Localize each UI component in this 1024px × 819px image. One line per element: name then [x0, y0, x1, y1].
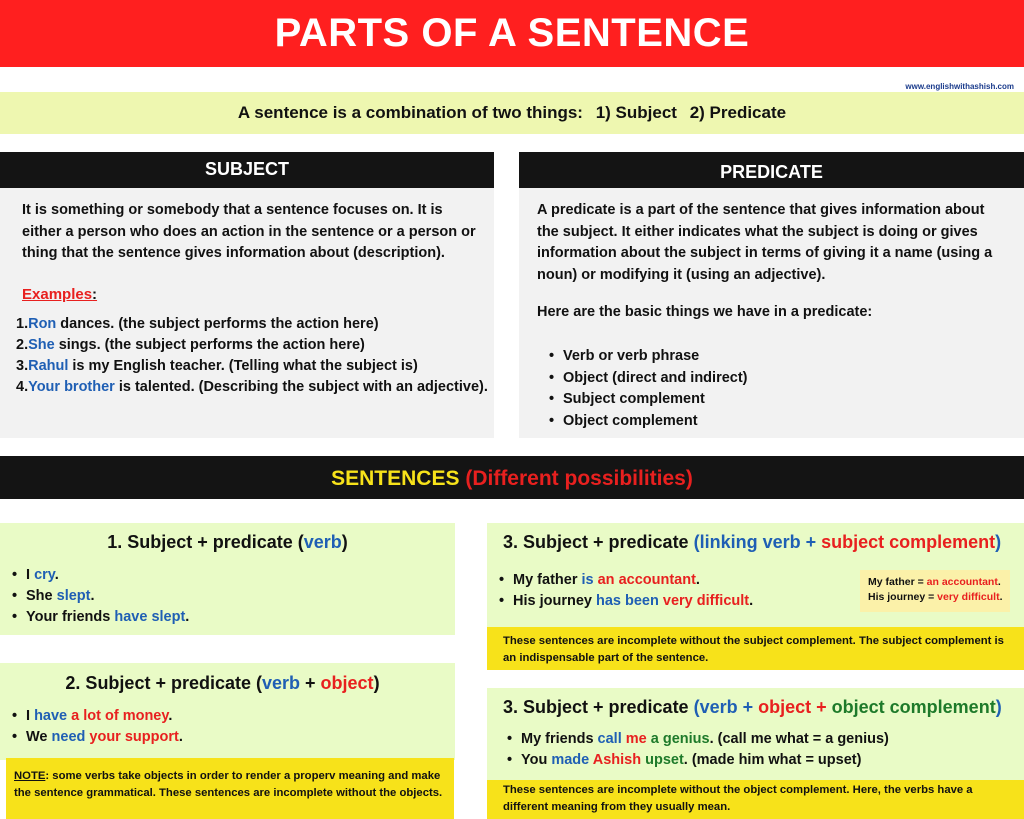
item-verb: slept: [56, 588, 91, 604]
bullet-icon: •: [12, 729, 18, 745]
item-verb: need: [51, 729, 86, 745]
note-text: : some verbs take objects in order to render a properv meaning and make the sentence grammatical. These sentences are incomplete without the objects.: [14, 770, 443, 799]
item-punct: .: [185, 609, 190, 625]
example-item: [16, 356, 491, 377]
eq-complement: very difficult: [937, 591, 1000, 603]
subject-heading: SUBJECT: [0, 152, 494, 188]
website-url[interactable]: www.englishwithashish.com: [905, 82, 1014, 91]
predicate-item-text: Verb or verb phrase: [563, 348, 700, 364]
item-verb: is: [581, 572, 594, 588]
pattern-box-1: [0, 523, 455, 635]
example-number: 1.: [16, 316, 29, 332]
title-text: +: [737, 697, 759, 717]
item-complement: very difficult: [658, 593, 750, 609]
item-punct: .: [749, 593, 754, 609]
intro-item-1: 1) Subject: [595, 103, 677, 122]
pattern-4-list: [507, 729, 889, 771]
title-text: (: [693, 532, 700, 552]
example-subject: Rahul: [28, 358, 69, 374]
pattern-box-4: [487, 688, 1024, 780]
item-verb: have: [34, 708, 68, 724]
bullet-icon: •: [12, 567, 18, 583]
title-text: ): [341, 532, 348, 552]
item-subject: My father: [513, 572, 582, 588]
title-subject-complement: subject complement: [821, 532, 996, 552]
bullet-icon: •: [499, 593, 505, 609]
examples-list: [16, 314, 491, 398]
item-object: me: [621, 731, 647, 747]
list-item: [499, 591, 753, 612]
sentences-heading-main: SENTENCES: [331, 467, 460, 490]
item-punct: .: [168, 708, 173, 724]
eq-punct: .: [999, 591, 1003, 603]
item-verb: have slept: [114, 609, 186, 625]
title-object: object: [758, 697, 812, 717]
pattern-4-note: [487, 780, 1024, 819]
subject-definition: It is something or somebody that a sentence focuses on. It is either a person who does an action in the sentence or a person or thing that the sentence gives information about (description).: [22, 202, 476, 261]
item-subject: She: [26, 588, 57, 604]
title-text: +: [800, 532, 822, 552]
item-punct: .: [54, 567, 59, 583]
predicate-item: [549, 389, 748, 411]
item-punct: .: [695, 572, 700, 588]
predicate-list: [549, 346, 748, 432]
list-item: [12, 727, 183, 748]
example-number: 3.: [16, 358, 29, 374]
title-text: 2. Subject + predicate (: [65, 673, 262, 693]
title-verb: verb: [699, 697, 738, 717]
title-verb: verb: [303, 532, 342, 552]
example-number: 4.: [16, 379, 29, 395]
bullet-icon: •: [549, 391, 555, 407]
eq-subject: My father =: [868, 576, 927, 588]
bullet-icon: •: [507, 752, 513, 768]
title-text: ): [373, 673, 380, 693]
title-text: +: [300, 673, 321, 693]
item-subject: Your friends: [26, 609, 115, 625]
eq-subject: His journey =: [868, 591, 938, 603]
pattern-3-list: [499, 570, 753, 612]
eq-punct: .: [997, 576, 1001, 588]
list-item: [507, 729, 889, 750]
pattern-box-2: [0, 663, 455, 760]
intro-bar: [0, 92, 1024, 134]
list-item: [499, 570, 753, 591]
item-verb: call: [597, 731, 622, 747]
title-text: (: [693, 697, 700, 717]
item-object: a lot of money: [67, 708, 169, 724]
example-item: [16, 314, 491, 335]
item-object: Ashish: [589, 752, 642, 768]
item-object: your support: [85, 729, 179, 745]
page-title: PARTS OF A SENTENCE: [0, 0, 1024, 67]
examples-label: [22, 286, 97, 303]
list-item: [507, 750, 889, 771]
item-punct: .: [90, 588, 95, 604]
example-rest: is my English teacher. (Telling what the subject is): [68, 358, 418, 374]
example-subject: Ron: [28, 316, 57, 332]
eq-complement: an accountant: [926, 576, 998, 588]
pattern-3-title: [503, 532, 1001, 553]
item-subject: My friends: [521, 731, 598, 747]
item-verb: made: [551, 752, 590, 768]
pattern-4-title: [503, 697, 1002, 718]
list-item: [12, 706, 183, 727]
item-subject: I: [26, 567, 35, 583]
bullet-icon: •: [549, 369, 555, 386]
predicate-item-text: Object (direct and indirect): [563, 369, 748, 386]
title-text: 1. Subject + predicate (: [107, 532, 304, 552]
item-subject: You: [521, 752, 552, 768]
title-text: 3. Subject + predicate: [503, 697, 694, 717]
bullet-icon: •: [12, 609, 18, 625]
title-text: ): [995, 697, 1002, 717]
predicate-item-text: Object complement: [563, 412, 698, 429]
example-rest: sings. (the subject performs the action here): [54, 337, 365, 353]
item-verb: has been: [596, 593, 659, 609]
item-verb: cry: [34, 567, 55, 583]
example-item: [16, 377, 491, 398]
bullet-icon: •: [549, 412, 555, 429]
title-verb: verb: [262, 673, 301, 693]
example-subject: She: [28, 337, 55, 353]
pattern-2-note: [6, 758, 454, 819]
predicate-item: [549, 346, 748, 368]
predicate-definition: A predicate is a part of the sentence that gives information about the subject. It either indicates what the subject is doing or gives information about the subject in terms of giving it a name (using a noun) or modifying it (using an adjective).: [537, 202, 993, 283]
list-item: [12, 565, 189, 586]
title-linking-verb: linking verb: [699, 532, 801, 552]
item-explanation: . (made him what = upset): [683, 752, 862, 768]
item-punct: .: [178, 729, 183, 745]
intro-text: A sentence is a combination of two things:: [237, 103, 583, 122]
predicate-heading: PREDICATE: [519, 152, 1024, 188]
examples-colon: :: [92, 286, 98, 303]
examples-label-text: Examples: [22, 286, 93, 303]
example-number: 2.: [16, 337, 29, 353]
pattern-3-note: [487, 627, 1024, 670]
predicate-item: [549, 368, 748, 390]
note-label: NOTE: [14, 770, 46, 782]
title-text: 3. Subject + predicate: [503, 532, 694, 552]
predicate-item: [549, 411, 748, 433]
predicate-item-text: Subject complement: [563, 391, 705, 407]
item-explanation: . (call me what = a genius): [709, 731, 889, 747]
list-item: [12, 607, 189, 628]
item-complement: a genius: [646, 731, 710, 747]
intro-item-2: 2) Predicate: [689, 103, 787, 122]
item-complement: an accountant: [593, 572, 696, 588]
pattern-1-title: [0, 532, 455, 553]
equivalence-line: [868, 590, 1010, 605]
predicate-basics-intro: Here are the basic things we have in a predicate:: [537, 304, 873, 320]
bullet-icon: •: [12, 708, 18, 724]
sentences-heading-sub: (Different possibilities): [465, 467, 693, 490]
item-subject: We: [26, 729, 52, 745]
item-complement: upset: [641, 752, 684, 768]
note-text: These sentences are incomplete without the subject complement. The subject complement is an indispensable part of the sentence.: [503, 635, 1004, 664]
item-subject: I: [26, 708, 35, 724]
example-item: [16, 335, 491, 356]
bullet-icon: •: [499, 572, 505, 588]
example-rest: dances. (the subject performs the action here): [56, 316, 379, 332]
pattern-1-list: [12, 565, 189, 628]
pattern-2-title: [0, 673, 445, 694]
sentences-heading: [0, 456, 1024, 499]
title-text: +: [811, 697, 832, 717]
equivalence-box: [860, 570, 1010, 612]
pattern-2-list: [12, 706, 183, 748]
bullet-icon: •: [549, 348, 555, 364]
example-subject: Your brother: [28, 379, 115, 395]
title-text: ): [995, 532, 1002, 552]
equivalence-line: [868, 575, 1010, 590]
item-subject: His journey: [513, 593, 596, 609]
example-rest: is talented. (Describing the subject with an adjective).: [114, 379, 488, 395]
bullet-icon: •: [507, 731, 513, 747]
bullet-icon: •: [12, 588, 18, 604]
list-item: [12, 586, 189, 607]
note-text: These sentences are incomplete without the object complement. Here, the verbs have a different meaning from they usually mean.: [503, 784, 973, 813]
title-object-complement: object complement: [831, 697, 996, 717]
title-object: object: [320, 673, 374, 693]
